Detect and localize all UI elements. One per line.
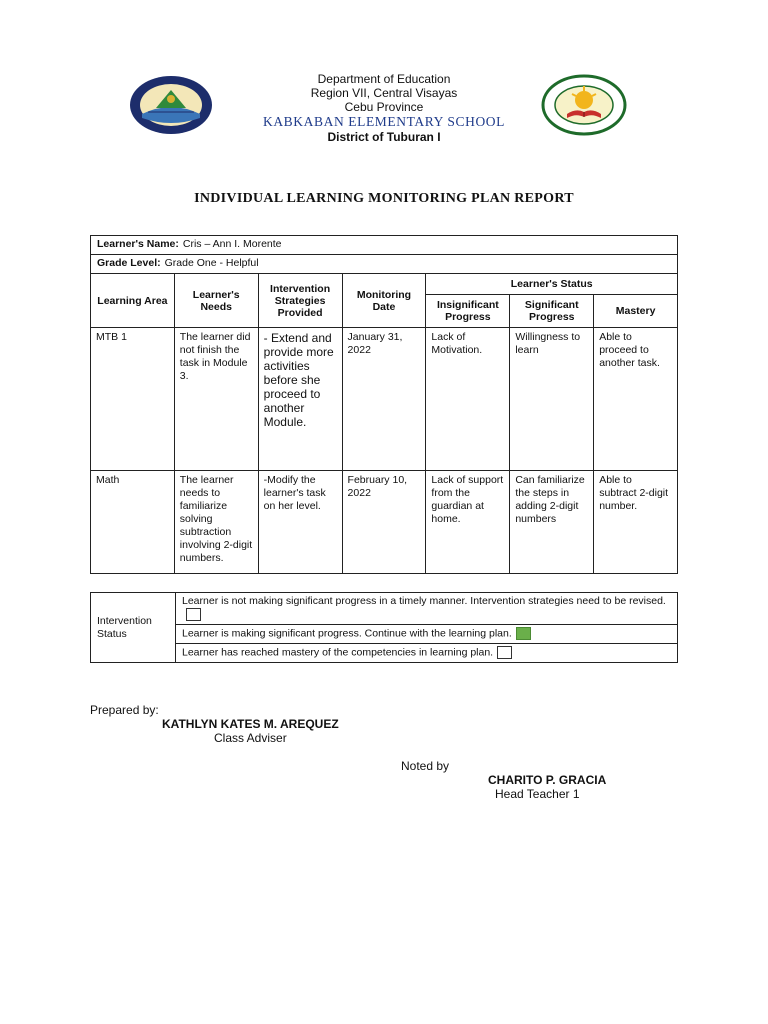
intervention-option-text: Learner has reached mastery of the competencies in learning plan. [182, 646, 494, 659]
table-row [91, 471, 678, 574]
row-intervention-strategies: - Extend and provide more activities before she proceed to another Module. [258, 328, 342, 471]
learner-name-value: Cris – Ann I. Morente [182, 238, 282, 250]
row-monitoring-date: February 10, 2022 [342, 471, 426, 574]
table-header-row [91, 274, 678, 295]
row-monitoring-date: January 31, 2022 [342, 328, 426, 471]
report-title: INDIVIDUAL LEARNING MONITORING PLAN REPORT [194, 191, 574, 206]
district-name: District of Tuburan I [327, 130, 441, 144]
row-significant-progress: Can familiarize the steps in adding 2-digit numbers [510, 471, 594, 574]
noted-by-title: Head Teacher 1 [495, 787, 580, 801]
col-learners-status: Learner's Status [426, 274, 678, 295]
intervention-option-text: Learner is making significant progress. Continue with the learning plan. [182, 627, 512, 640]
col-learners-needs: Learner's Needs [174, 274, 258, 328]
intervention-option-row [91, 593, 678, 625]
row-intervention-strategies: -Modify the learner's task on her level. [258, 471, 342, 574]
row-significant-progress: Willingness to learn [510, 328, 594, 471]
noted-by-name: CHARITO P. GRACIA [488, 773, 607, 787]
col-mastery: Mastery [594, 295, 678, 328]
grade-level-row [91, 255, 678, 274]
monitoring-plan-table [90, 235, 678, 574]
row-mastery: Able to proceed to another task. [594, 328, 678, 471]
row-mastery: Able to subtract 2-digit number. [594, 471, 678, 574]
col-insignificant-progress: Insignificant Progress [426, 295, 510, 328]
document-header [0, 72, 768, 144]
status-checkbox[interactable] [497, 646, 512, 659]
noted-by-label: Noted by [401, 759, 450, 773]
row-insignificant-progress: Lack of Motivation. [426, 328, 510, 471]
prepared-by-label: Prepared by: [90, 703, 159, 717]
school-name: KABKABAN ELEMENTARY SCHOOL [262, 114, 506, 129]
grade-level-value: Grade One - Helpful [164, 257, 259, 269]
learner-name-row [91, 236, 678, 255]
row-insignificant-progress: Lack of support from the guardian at home. [426, 471, 510, 574]
grade-level-label: Grade Level: [97, 257, 161, 269]
status-checkbox[interactable] [186, 608, 201, 621]
intervention-option-row [91, 625, 678, 644]
row-learners-needs: The learner needs to familiarize solving subtraction involving 2-digit numbers. [174, 471, 258, 574]
department-name: Department of Education [317, 72, 451, 86]
intervention-status-table [90, 592, 678, 663]
col-learning-area: Learning Area [91, 274, 175, 328]
status-checkbox-checked[interactable] [516, 627, 531, 640]
prepared-by-name: KATHLYN KATES M. AREQUEZ [162, 717, 339, 731]
intervention-status-label: Intervention Status [91, 593, 176, 663]
row-learners-needs: The learner did not finish the task in Module 3. [174, 328, 258, 471]
row-learning-area: Math [91, 471, 175, 574]
col-significant-progress: Significant Progress [510, 295, 594, 328]
row-learning-area: MTB 1 [91, 328, 175, 471]
table-row [91, 328, 678, 471]
intervention-option-row [91, 644, 678, 663]
col-monitoring-date: Monitoring Date [342, 274, 426, 328]
region-name: Region VII, Central Visayas [310, 86, 458, 100]
col-intervention-strategies: Intervention Strategies Provided [258, 274, 342, 328]
intervention-option-text: Learner is not making significant progress in a timely manner. Intervention strategies need to be revised. [182, 595, 666, 608]
learner-name-label: Learner's Name: [97, 238, 179, 250]
province-name: Cebu Province [344, 100, 424, 114]
prepared-by-title: Class Adviser [214, 731, 287, 745]
